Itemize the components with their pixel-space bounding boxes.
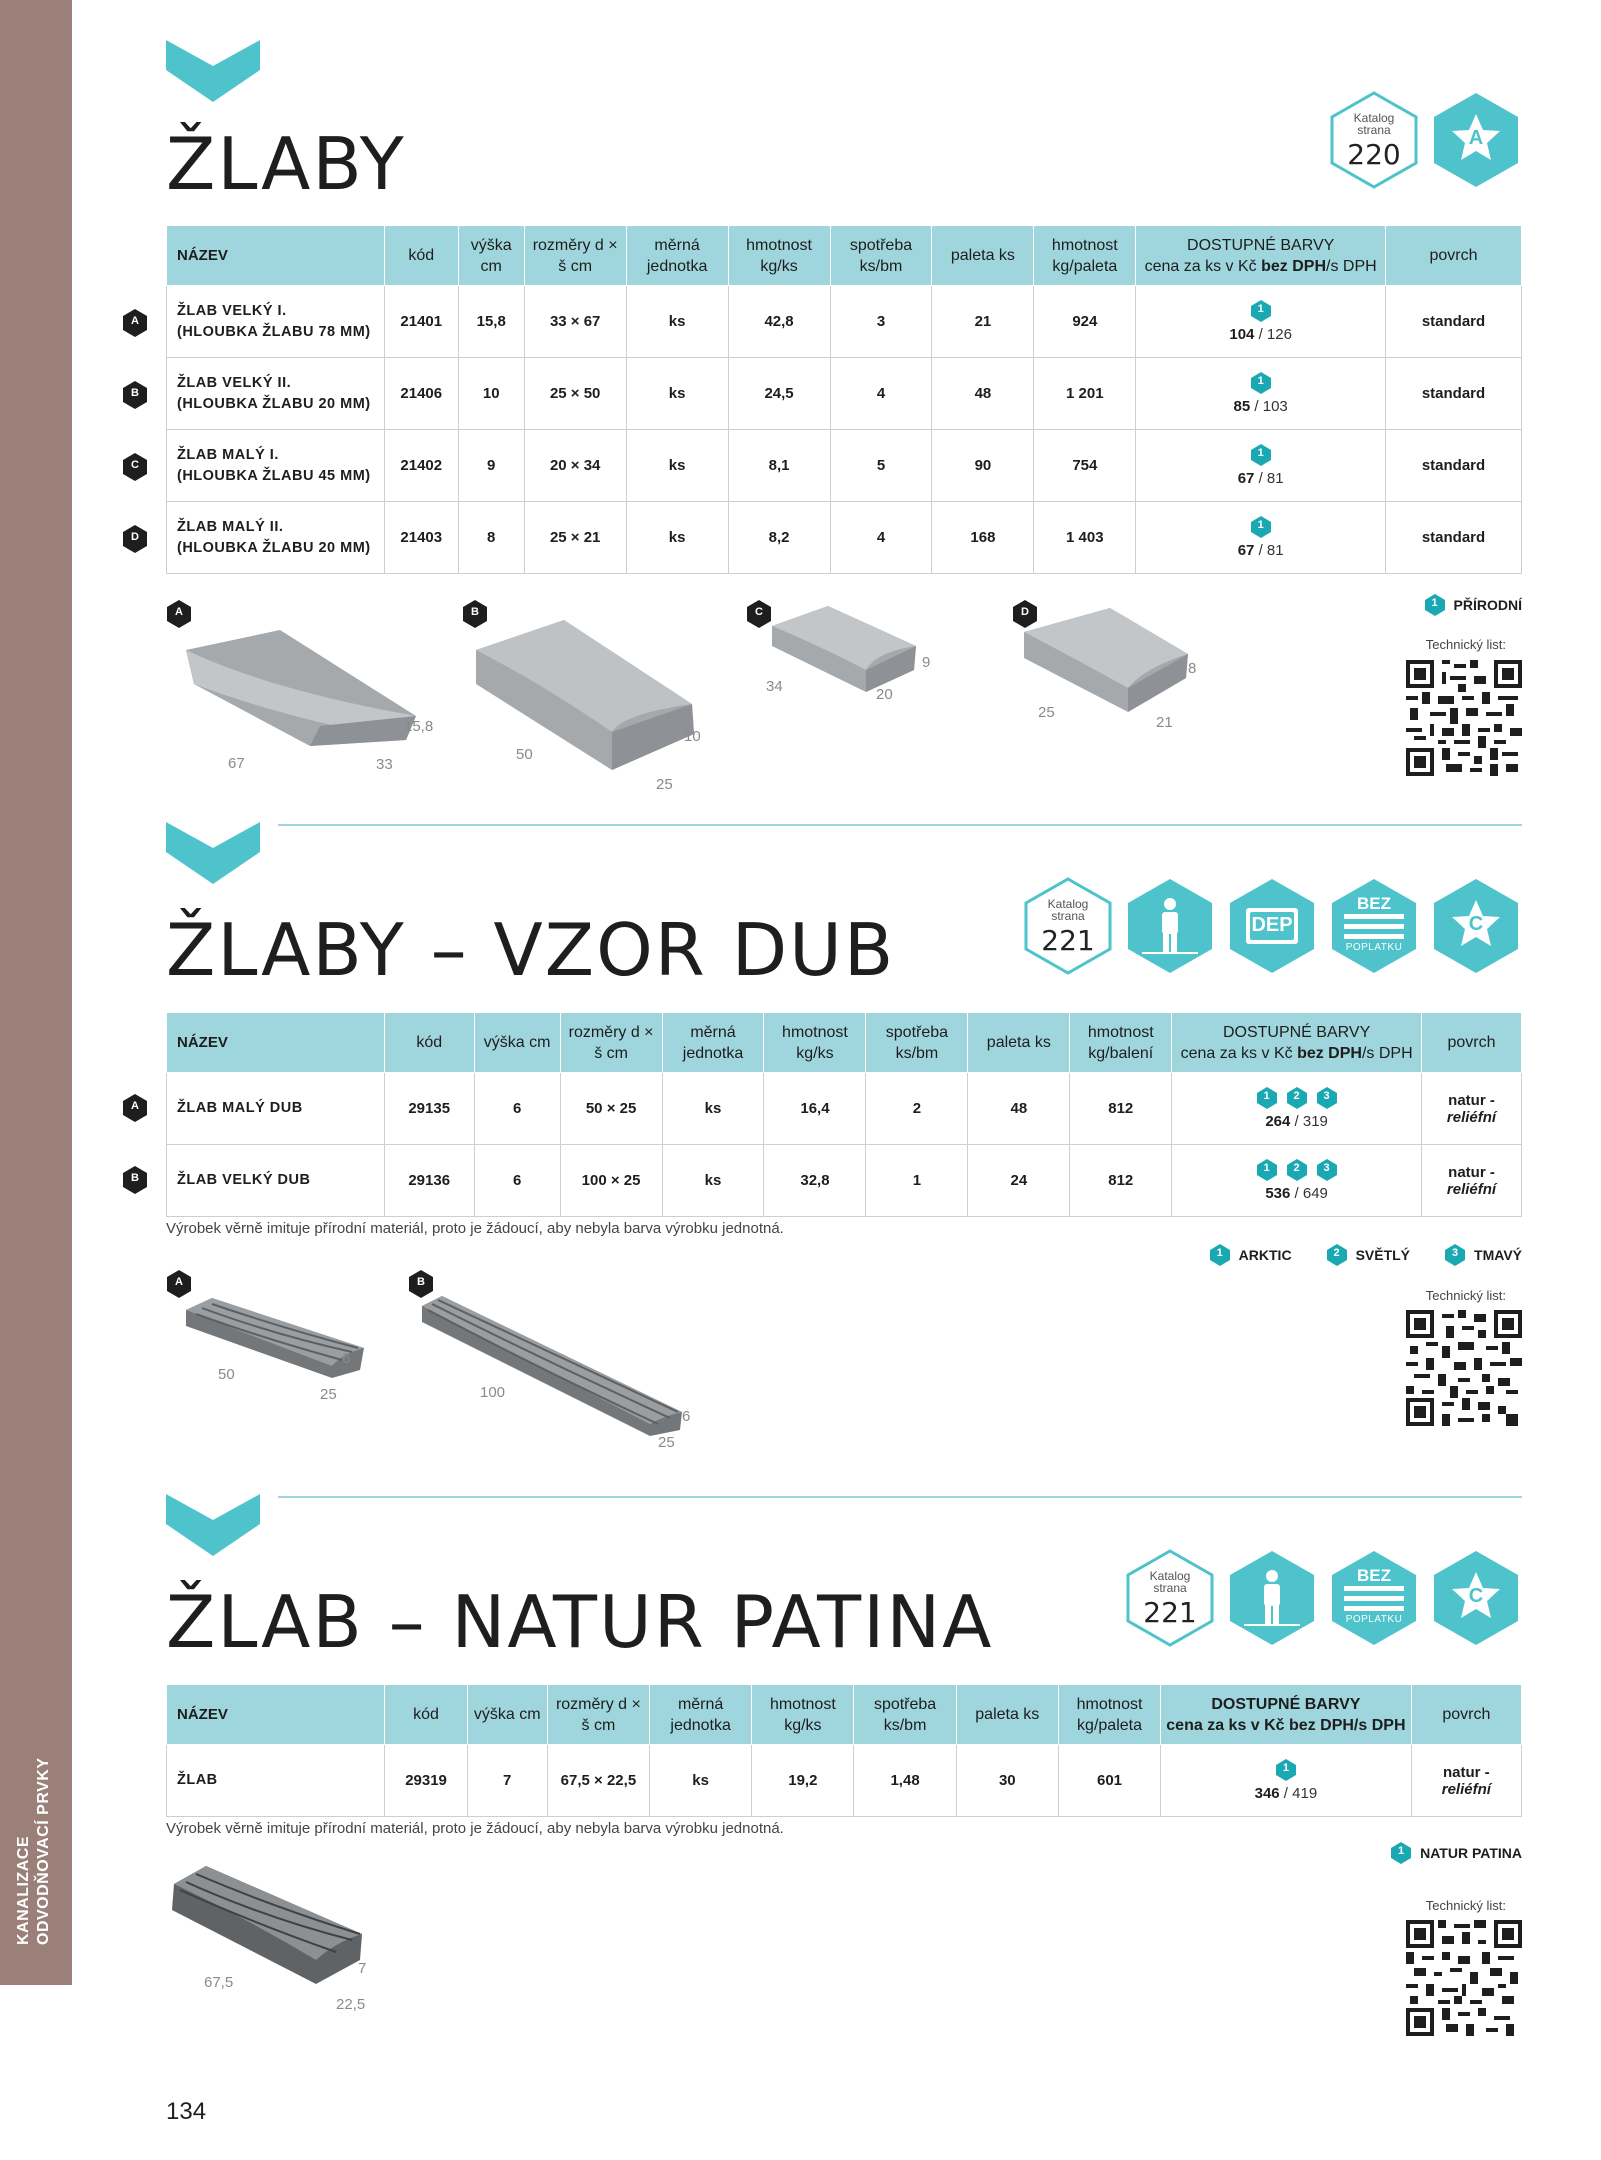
badge-letter: C: [1468, 1585, 1484, 1607]
no-fee-text: BEZ: [1357, 894, 1391, 913]
table-row: [167, 1145, 1522, 1217]
colors-sub-b: bez DPH: [1261, 257, 1327, 275]
dimension-label: 10: [684, 728, 701, 745]
section-divider: [278, 824, 1522, 826]
dimension-label: 7: [358, 1960, 367, 1977]
row-code: 21406: [384, 358, 458, 430]
person-badge-icon: [1226, 1548, 1318, 1648]
row-price-vat: / 649: [1290, 1185, 1328, 1202]
color-dot-icon: 1: [1256, 1087, 1278, 1109]
row-pallet: 30: [956, 1745, 1058, 1817]
col-colors: [1172, 1013, 1422, 1073]
row-dims: 50 × 25: [560, 1073, 662, 1145]
col-surface: povrch: [1411, 1685, 1521, 1745]
col-pallet: paleta ks: [956, 1685, 1058, 1745]
col-consumption: spotřeba ks/bm: [830, 226, 932, 286]
dimension-label: 15,8: [404, 718, 434, 735]
row-height: 8: [458, 502, 524, 574]
col-dims: rozměry d × š cm: [547, 1685, 649, 1745]
row-dims: 33 × 67: [524, 286, 626, 358]
colors-sub: cena za ks v Kč bez DPH/s DPH: [1166, 1716, 1406, 1734]
product-table: [166, 1684, 1522, 1817]
row-name: ŽLAB: [167, 1745, 385, 1817]
page-title: ŽLABY: [166, 122, 406, 206]
row-surface: standard: [1386, 286, 1522, 358]
color-dot-icon: 2: [1326, 1244, 1348, 1266]
row-pallet-weight: 1 403: [1034, 502, 1136, 574]
katalog-badge[interactable]: [1124, 1548, 1216, 1648]
row-pallet: 24: [968, 1145, 1070, 1217]
row-name-2: (HLOUBKA ŽLABU 78 MM): [177, 323, 371, 340]
color-legend: [1209, 1244, 1522, 1266]
col-height: výška cm: [467, 1685, 547, 1745]
row-name: ŽLAB MALÝ I.: [177, 446, 279, 463]
row-name: ŽLAB MALÝ DUB: [167, 1073, 385, 1145]
row-pallet-weight: 601: [1058, 1745, 1160, 1817]
row-pallet: 48: [932, 358, 1034, 430]
row-name: ŽLAB VELKÝ DUB: [167, 1145, 385, 1217]
col-pallet: paleta ks: [932, 226, 1034, 286]
table-row: [167, 1745, 1522, 1817]
katalog-label-2: strana: [1153, 1581, 1187, 1595]
col-weight: hmotnost kg/ks: [728, 226, 830, 286]
row-code: 29319: [385, 1745, 467, 1817]
dimension-label: 8: [1188, 660, 1197, 677]
row-consumption: 1,48: [854, 1745, 956, 1817]
section-title: ŽLAB – NATUR PATINA: [166, 1580, 994, 1664]
katalog-page: 221: [1143, 1596, 1197, 1629]
color-dot-icon: 1: [1390, 1842, 1412, 1864]
dimension-label: 67,5: [204, 1974, 234, 1991]
row-pallet-weight: 812: [1070, 1073, 1172, 1145]
product-marker: B: [408, 1270, 434, 1298]
row-dims: 20 × 34: [524, 430, 626, 502]
side-tab: [0, 0, 72, 1985]
row-height: 10: [458, 358, 524, 430]
colors-sub-a: cena za ks v Kč: [1144, 257, 1262, 275]
legend-label: PŘÍRODNÍ: [1453, 597, 1522, 613]
col-colors: [1161, 1685, 1412, 1745]
product-image: [166, 1270, 396, 1410]
row-surface: [1421, 1073, 1521, 1145]
table-row: [167, 1073, 1522, 1145]
row-weight: 16,4: [764, 1073, 866, 1145]
row-surface: [1421, 1145, 1521, 1217]
col-height: výška cm: [474, 1013, 560, 1073]
row-consumption: 3: [830, 286, 932, 358]
row-dims: 100 × 25: [560, 1145, 662, 1217]
katalog-label: Katalog: [1047, 897, 1089, 911]
no-fee-sub: POPLATKU: [1345, 942, 1403, 953]
row-consumption: 4: [830, 502, 932, 574]
dimension-label: 50: [516, 746, 533, 763]
colors-sub-c: /s DPH: [1326, 257, 1377, 275]
colors-title: DOSTUPNÉ BARVY: [1187, 236, 1335, 254]
row-unit: ks: [626, 358, 728, 430]
row-height: 6: [474, 1073, 560, 1145]
row-unit: ks: [662, 1145, 764, 1217]
row-marker: D: [122, 525, 148, 553]
katalog-label-2: strana: [1051, 909, 1085, 923]
katalog-badge[interactable]: [1022, 876, 1114, 976]
col-unit: měrná jednotka: [662, 1013, 764, 1073]
color-dot-icon: 1: [1250, 372, 1272, 394]
row-code: 21403: [384, 502, 458, 574]
row-colors: [1136, 286, 1386, 358]
row-price: 536: [1265, 1185, 1291, 1202]
col-consumption: spotřeba ks/bm: [854, 1685, 956, 1745]
row-marker: C: [122, 453, 148, 481]
color-dot-icon: 1: [1209, 1244, 1231, 1266]
legend-label: SVĚTLÝ: [1355, 1247, 1411, 1263]
legend-item: [1209, 1244, 1292, 1266]
no-fee-badge-icon: [1328, 1548, 1420, 1648]
row-unit: ks: [626, 430, 728, 502]
dimension-label: 21: [1156, 714, 1173, 731]
row-price: 67: [1237, 470, 1255, 487]
qr-code-icon[interactable]: [1406, 660, 1522, 776]
row-name: ŽLAB VELKÝ II.: [177, 374, 292, 391]
col-consumption: spotřeba ks/bm: [866, 1013, 968, 1073]
section-divider: [278, 1496, 1522, 1498]
row-surface: standard: [1386, 502, 1522, 574]
technical-sheet-label: Technický list:: [1425, 1288, 1506, 1303]
surface-line1: natur -: [1448, 1163, 1495, 1181]
row-height: 9: [458, 430, 524, 502]
col-surface: povrch: [1421, 1013, 1521, 1073]
row-pallet: 90: [932, 430, 1034, 502]
table-row: [167, 430, 1522, 502]
dimension-label: 33: [376, 756, 393, 773]
section-zlaby-vzor-dub: [131, 822, 1522, 1451]
side-label-line1: KANALIZACE: [15, 1836, 32, 1945]
col-pallet-weight: hmotnost kg/paleta: [1034, 226, 1136, 286]
dimension-label: 25: [320, 1386, 337, 1403]
dimension-label: 9: [922, 654, 931, 671]
katalog-badge[interactable]: [1328, 90, 1420, 190]
col-code: kód: [384, 1013, 474, 1073]
product-marker: A: [166, 600, 192, 628]
legend-item: [1444, 1244, 1522, 1266]
note-text: Výrobek věrně imituje přírodní materiál, proto je žádoucí, aby nebyla barva výrobku jednotná.: [166, 1820, 784, 1837]
col-code: kód: [385, 1685, 467, 1745]
colors-sub-c: /s DPH: [1361, 1044, 1413, 1062]
row-price-vat: / 126: [1254, 326, 1292, 343]
row-name: ŽLAB MALÝ II.: [177, 518, 284, 535]
row-unit: ks: [626, 502, 728, 574]
col-dims: rozměry d × š cm: [560, 1013, 662, 1073]
col-pallet: paleta ks: [968, 1013, 1070, 1073]
row-consumption: 1: [866, 1145, 968, 1217]
katalog-label-2: strana: [1357, 123, 1391, 137]
section-zlaby: [131, 40, 1522, 800]
row-weight: 32,8: [764, 1145, 866, 1217]
dimension-label: 67: [228, 755, 245, 772]
chevron-down-icon: [166, 822, 260, 884]
colors-title: DOSTUPNÉ BARVY: [1222, 1023, 1371, 1041]
col-pallet-weight: hmotnost kg/balení: [1070, 1013, 1172, 1073]
col-weight: hmotnost kg/ks: [752, 1685, 854, 1745]
legend-item: [1326, 1244, 1410, 1266]
row-price: 264: [1265, 1113, 1291, 1130]
legend-label: ARKTIC: [1238, 1247, 1292, 1263]
row-dims: 25 × 50: [524, 358, 626, 430]
section-zlab-natur-patina: [166, 1494, 1522, 2054]
row-colors: [1161, 1745, 1412, 1817]
row-marker: B: [122, 1166, 148, 1194]
table-row: [167, 358, 1522, 430]
color-legend: [1390, 1842, 1522, 1864]
colors-title: DOSTUPNÉ BARVY: [1211, 1695, 1361, 1713]
product-marker: B: [462, 600, 488, 628]
badge-letter: C: [1468, 913, 1484, 935]
row-consumption: 2: [866, 1073, 968, 1145]
legend-item: [1390, 1842, 1522, 1864]
surface-line2: reliéfní: [1441, 1780, 1491, 1798]
row-consumption: 5: [830, 430, 932, 502]
dimension-label: 25: [656, 776, 673, 793]
row-price-vat: / 319: [1290, 1113, 1328, 1130]
col-name: NÁZEV: [167, 1685, 385, 1745]
color-dot-icon: 1: [1250, 516, 1272, 538]
row-pallet-weight: 924: [1034, 286, 1136, 358]
row-price: 346: [1254, 1785, 1280, 1802]
dimension-label: 100: [480, 1384, 506, 1401]
row-price: 85: [1233, 398, 1251, 415]
surface-line1: natur -: [1443, 1763, 1490, 1781]
row-height: 7: [467, 1745, 547, 1817]
col-code: kód: [384, 226, 458, 286]
product-image: [166, 600, 446, 780]
row-code: 29135: [384, 1073, 474, 1145]
star-badge-icon: [1430, 1548, 1522, 1648]
no-fee-badge-icon: [1328, 876, 1420, 976]
row-height: 15,8: [458, 286, 524, 358]
product-marker: C: [746, 600, 772, 628]
technical-sheet-label: Technický list:: [1425, 1898, 1506, 1913]
surface-line2: reliéfní: [1446, 1108, 1497, 1126]
katalog-label: Katalog: [1353, 111, 1395, 125]
technical-sheet-label: Technický list:: [1425, 637, 1506, 652]
row-colors: [1172, 1145, 1422, 1217]
row-marker: A: [122, 1094, 148, 1122]
row-price-vat: / 81: [1254, 542, 1284, 559]
dimension-label: 22,5: [336, 1996, 366, 2013]
dep-text: DEP: [1251, 914, 1293, 936]
row-marker: B: [122, 381, 148, 409]
chevron-down-icon: [166, 40, 260, 102]
table-row: [167, 502, 1522, 574]
star-badge-icon: [1430, 876, 1522, 976]
dimension-label: 25: [1038, 704, 1055, 721]
person-badge-icon: [1124, 876, 1216, 976]
row-pallet-weight: 754: [1034, 430, 1136, 502]
row-surface: standard: [1386, 358, 1522, 430]
row-pallet: 48: [968, 1073, 1070, 1145]
row-height: 6: [474, 1145, 560, 1217]
col-weight: hmotnost kg/ks: [764, 1013, 866, 1073]
col-name: NÁZEV: [167, 226, 385, 286]
row-pallet: 21: [932, 286, 1034, 358]
row-name-2: (HLOUBKA ŽLABU 45 MM): [177, 467, 371, 484]
dep-badge-icon: [1226, 876, 1318, 976]
row-dims: 25 × 21: [524, 502, 626, 574]
color-dot-icon: 1: [1250, 444, 1272, 466]
product-image: [462, 600, 742, 793]
product-table: [166, 225, 1522, 574]
row-surface: standard: [1386, 430, 1522, 502]
star-badge-icon: [1430, 90, 1522, 190]
product-marker: A: [166, 1270, 192, 1298]
colors-sub-b: bez DPH: [1297, 1044, 1362, 1062]
row-unit: ks: [650, 1745, 752, 1817]
table-row: [167, 286, 1522, 358]
no-fee-text: BEZ: [1357, 1566, 1391, 1585]
note-text: Výrobek věrně imituje přírodní materiál, proto je žádoucí, aby nebyla barva výrobku jednotná.: [166, 1220, 784, 1237]
dimension-label: 20: [876, 686, 893, 703]
colors-sub-a: cena za ks v Kč: [1180, 1044, 1298, 1062]
row-consumption: 4: [830, 358, 932, 430]
row-price-vat: / 81: [1254, 470, 1284, 487]
row-colors: [1136, 502, 1386, 574]
row-name-2: (HLOUBKA ŽLABU 20 MM): [177, 395, 371, 412]
section-title: ŽLABY – VZOR DUB: [166, 908, 896, 992]
badge-row: [1328, 90, 1522, 190]
side-label-line2: [34, 1885, 54, 1945]
row-dims: 67,5 × 22,5: [547, 1745, 649, 1817]
product-image: [746, 600, 946, 750]
row-colors: [1136, 430, 1386, 502]
row-weight: 8,2: [728, 502, 830, 574]
product-image: [408, 1270, 708, 1460]
badge-row: [1022, 876, 1522, 976]
col-unit: měrná jednotka: [626, 226, 728, 286]
legend-item: [1424, 594, 1522, 616]
row-price-vat: / 103: [1250, 398, 1288, 415]
row-price: 67: [1237, 542, 1255, 559]
color-dot-icon: 2: [1286, 1087, 1308, 1109]
col-colors: [1136, 226, 1386, 286]
qr-code-icon[interactable]: [1406, 1310, 1522, 1426]
product-image: [166, 1860, 396, 2020]
row-weight: 24,5: [728, 358, 830, 430]
row-surface: [1411, 1745, 1521, 1817]
color-dot-icon: 2: [1286, 1159, 1308, 1181]
row-name-2: (HLOUBKA ŽLABU 20 MM): [177, 539, 371, 556]
chevron-down-icon: [166, 1494, 260, 1556]
product-marker: D: [1012, 600, 1038, 628]
dimension-label: 6: [682, 1408, 691, 1425]
katalog-page: 221: [1041, 924, 1095, 957]
row-weight: 19,2: [752, 1745, 854, 1817]
row-price-vat: / 419: [1279, 1785, 1318, 1802]
col-name: NÁZEV: [167, 1013, 385, 1073]
dimension-label: 34: [766, 678, 783, 695]
dimension-label: 6: [342, 1350, 351, 1367]
row-code: 21402: [384, 430, 458, 502]
color-dot-icon: 1: [1275, 1759, 1297, 1781]
product-image: [1012, 600, 1212, 750]
row-pallet: 168: [932, 502, 1034, 574]
surface-line2: reliéfní: [1446, 1180, 1497, 1198]
legend-label: NATUR PATINA: [1420, 1845, 1522, 1861]
no-fee-sub: POPLATKU: [1345, 1614, 1403, 1625]
dimension-label: 50: [218, 1366, 235, 1383]
dimension-label: 25: [658, 1434, 675, 1451]
badge-letter: A: [1468, 127, 1484, 149]
badge-row: [1124, 1548, 1522, 1648]
legend-label: TMAVÝ: [1474, 1247, 1522, 1263]
col-surface: povrch: [1386, 226, 1522, 286]
row-code: 21401: [384, 286, 458, 358]
page-number: 134: [166, 2098, 207, 2125]
row-weight: 42,8: [728, 286, 830, 358]
row-name: ŽLAB VELKÝ I.: [177, 302, 287, 319]
katalog-page: 220: [1347, 138, 1401, 171]
row-colors: [1136, 358, 1386, 430]
row-code: 29136: [384, 1145, 474, 1217]
color-dot-icon: 3: [1316, 1159, 1338, 1181]
color-legend: [1424, 594, 1522, 616]
row-colors: [1172, 1073, 1422, 1145]
surface-line1: natur -: [1448, 1091, 1495, 1109]
row-marker: A: [122, 309, 148, 337]
row-pallet-weight: 1 201: [1034, 358, 1136, 430]
color-dot-icon: 1: [1256, 1159, 1278, 1181]
color-dot-icon: 3: [1444, 1244, 1466, 1266]
col-pallet-weight: hmotnost kg/paleta: [1058, 1685, 1160, 1745]
col-height: výška cm: [458, 226, 524, 286]
katalog-label: Katalog: [1149, 1569, 1191, 1583]
color-dot-icon: 1: [1424, 594, 1446, 616]
color-dot-icon: 1: [1250, 300, 1272, 322]
row-unit: ks: [662, 1073, 764, 1145]
row-price: 104: [1229, 326, 1255, 343]
product-table: [166, 1012, 1522, 1217]
col-dims: rozměry d × š cm: [524, 226, 626, 286]
qr-code-icon[interactable]: [1406, 1920, 1522, 2036]
row-unit: ks: [626, 286, 728, 358]
row-pallet-weight: 812: [1070, 1145, 1172, 1217]
row-weight: 8,1: [728, 430, 830, 502]
color-dot-icon: 3: [1316, 1087, 1338, 1109]
side-label: [14, 1836, 164, 1945]
col-unit: měrná jednotka: [650, 1685, 752, 1745]
